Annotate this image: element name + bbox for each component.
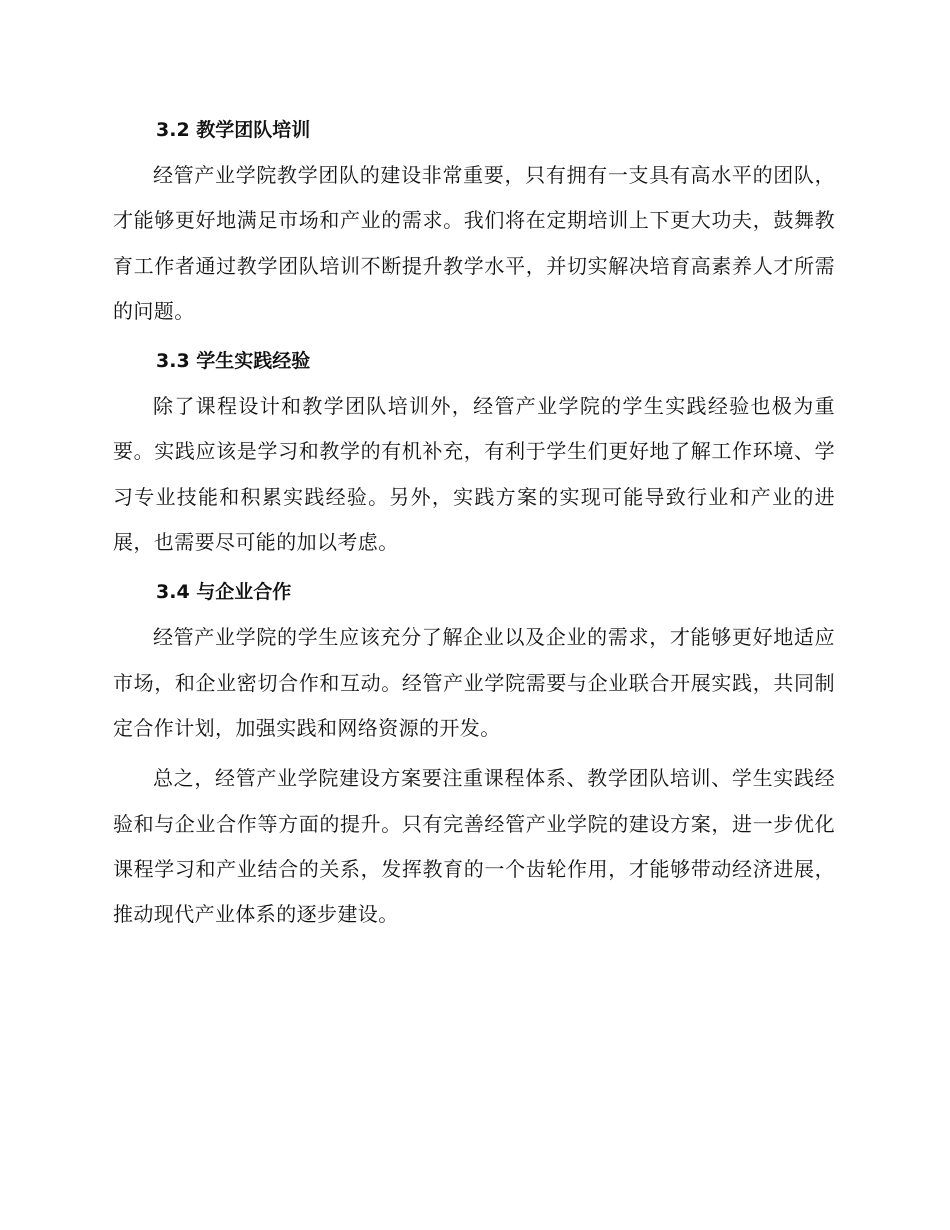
section-heading-3-4: 3.4 与企业合作	[156, 581, 292, 604]
section-heading-3-3: 3.3 学生实践经验	[156, 350, 311, 373]
paragraph-conclusion: 总之，经管产业学院建设方案要注重课程体系、教学团队培训、学生实践经验和与企业合作等方面的提升。只有完善经管产业学院的建设方案，进一步优化课程学习和产业结合的关系，发挥教育的一个齿轮作用，才能够带动经济进展，推动现代产业体系的逐步建设。	[113, 766, 835, 927]
section-heading-3-2: 3.2 教学团队培训	[156, 119, 311, 141]
paragraph-enterprise-cooperation: 经管产业学院的学生应该充分了解企业以及企业的需求，才能够更好地适应市场，和企业密切合作和互动。经管产业学院需要与企业联合开展实践，共同制定合作计划，加强实践和网络资源的开发。	[113, 625, 835, 740]
document-body	[113, 108, 835, 937]
paragraph-teaching-team: 经管产业学院教学团队的建设非常重要，只有拥有一支具有高水平的团队，才能够更好地满足市场和产业的需求。我们将在定期培训上下更大功夫，鼓舞教育工作者通过教学团队培训不断提升教学水平，并切实解决培育高素养人才所需的问题。	[113, 163, 835, 323]
paragraph-student-practice: 除了课程设计和教学团队培训外，经管产业学院的学生实践经验也极为重要。实践应该是学习和教学的有机补充，有利于学生们更好地了解工作环境、学习专业技能和积累实践经验。另外，实践方案的实现可能导致行业和产业的进展，也需要尽可能的加以考虑。	[113, 394, 835, 555]
